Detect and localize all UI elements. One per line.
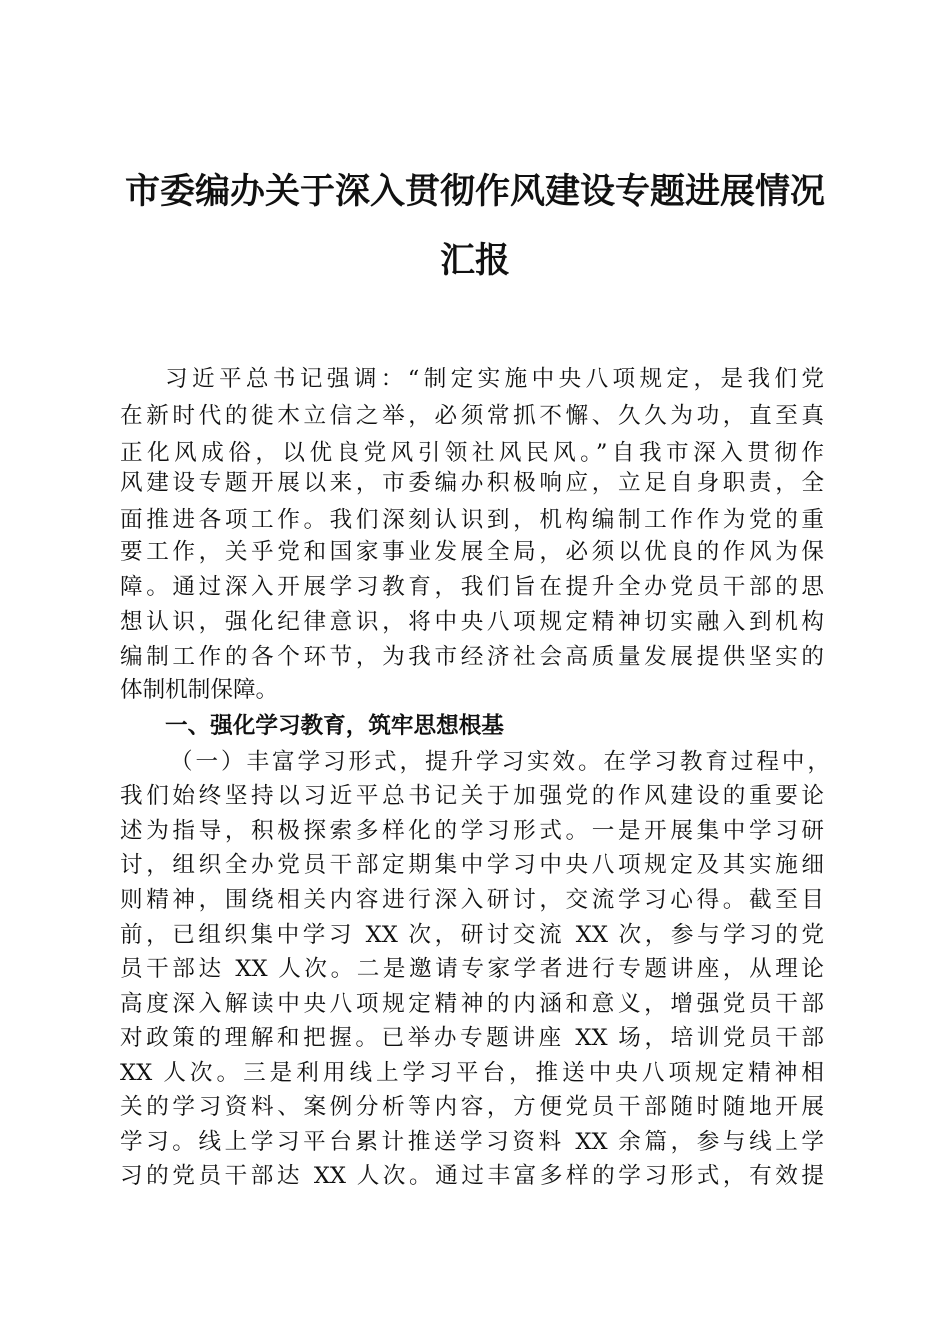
paragraph-line: 则精神，围绕相关内容进行深入研讨，交流学习心得。截至目	[120, 887, 824, 913]
paragraph-line: 编制工作的各个环节，为我市经济社会高质量发展提供坚实的	[120, 644, 824, 670]
paragraph-line: 要工作，关乎党和国家事业发展全局，必须以优良的作风为保	[120, 539, 824, 565]
paragraph-line: 讨，组织全办党员干部定期集中学习中央八项规定及其实施细	[120, 852, 824, 878]
paragraph-line: 关的学习资料、案例分析等内容，方便党员干部随时随地开展	[120, 1094, 824, 1120]
paragraph-line: 障。通过深入开展学习教育，我们旨在提升全办党员干部的思	[120, 574, 824, 600]
paragraph-line: 面推进各项工作。我们深刻认识到，机构编制工作作为党的重	[120, 507, 824, 533]
paragraph-line: 对政策的理解和把握。已举办专题讲座 XX 场，培训党员干部	[120, 1025, 824, 1051]
document-title-line-1: 市委编办关于深入贯彻作风建设专题进展情况	[124, 172, 825, 212]
document-title-line-2: 汇报	[439, 241, 510, 281]
paragraph-line: 学习。线上学习平台累计推送学习资料 XX 余篇，参与线上学	[120, 1129, 824, 1155]
paragraph-line: 在新时代的徙木立信之举，必须常抓不懈、久久为功，直至真	[120, 403, 824, 429]
paragraph-line: 习近平总书记强调：“制定实施中央八项规定，是我们党	[165, 366, 824, 392]
paragraph-line: 员干部达 XX 人次。二是邀请专家学者进行专题讲座，从理论	[120, 956, 824, 982]
paragraph-line: （一）丰富学习形式，提升学习实效。在学习教育过程中，	[170, 749, 830, 775]
paragraph-line: 我们始终坚持以习近平总书记关于加强党的作风建设的重要论	[120, 783, 824, 809]
paragraph-line: 述为指导，积极探索多样化的学习形式。一是开展集中学习研	[120, 818, 824, 844]
paragraph-line: 想认识，强化纪律意识，将中央八项规定精神切实融入到机构	[120, 609, 824, 635]
paragraph-line: 正化风成俗，以优良党风引领社风民风。”自我市深入贯彻作	[120, 440, 824, 466]
paragraph-line: 前，已组织集中学习 XX 次，研讨交流 XX 次，参与学习的党	[120, 922, 824, 948]
paragraph-line: 风建设专题开展以来，市委编办积极响应，立足自身职责，全	[120, 470, 824, 496]
paragraph-line: 习的党员干部达 XX 人次。通过丰富多样的学习形式，有效提	[120, 1163, 824, 1189]
paragraph-line: 体制机制保障。	[120, 677, 279, 703]
paragraph-line: XX 人次。三是利用线上学习平台，推送中央八项规定精神相	[120, 1060, 824, 1086]
paragraph-line: 高度深入解读中央八项规定精神的内涵和意义，增强党员干部	[120, 991, 824, 1017]
section-heading: 一、强化学习教育，筑牢思想根基	[165, 713, 504, 739]
